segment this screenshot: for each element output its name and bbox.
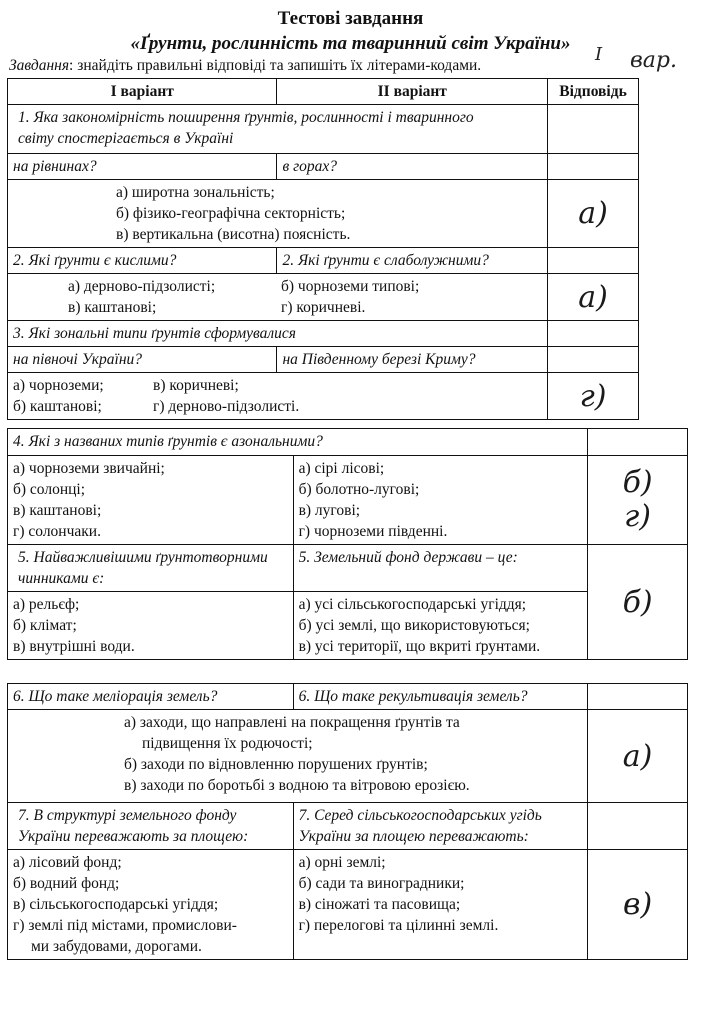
- question-3-v1: на півночі України?: [8, 347, 277, 373]
- question-3-common-row: [8, 321, 639, 347]
- option: а) чорноземи звичайні;: [13, 460, 165, 477]
- question-6-v2: 6. Що таке рекультивація земель?: [293, 684, 588, 710]
- option: г) чорноземи південні.: [298, 523, 448, 540]
- question-3-options-row: [8, 373, 639, 420]
- option: б) болотно-лугові;: [298, 481, 420, 498]
- question-5-v2: 5. Земельний фонд держави – це:: [293, 545, 588, 592]
- option: а) широтна зональність;: [116, 184, 275, 201]
- question-7-v1: 7. В структурі земельного фонду України переважають за площею:: [8, 803, 294, 850]
- option: б) сади та виноградники;: [298, 875, 465, 892]
- option: а) лісовий фонд;: [13, 854, 122, 871]
- answer-line: г): [624, 499, 651, 534]
- option: в) сільськогосподарські угіддя;: [13, 896, 219, 913]
- question-7-v2-options: [293, 850, 588, 960]
- handwritten-variant-number: I: [595, 44, 603, 65]
- task-text: : знайдіть правильні відповіді та запишіть їх літерами-кодами.: [69, 57, 482, 74]
- test-table-part2: [7, 428, 688, 660]
- question-1-variant-row: [8, 154, 639, 180]
- option: б) заходи по відновленню порушених ґрунтів;: [124, 756, 428, 773]
- question-2-v1: 2. Які ґрунти є кислими?: [8, 248, 277, 274]
- task-label: Завдання: [9, 57, 70, 74]
- option: в) внутрішні води.: [13, 638, 135, 655]
- option: в) коричневі;: [153, 377, 239, 394]
- question-4-common-row: [8, 429, 688, 456]
- option: в) лугові;: [298, 502, 361, 519]
- question-1-text: 1. Яка закономірність поширення ґрунтів, рослинності і тваринного світу спостерігається в Україні: [18, 109, 474, 147]
- question-6-answer: а): [588, 710, 688, 803]
- question-6-options-row: [8, 710, 688, 803]
- question-3-v2: на Південному березі Криму?: [277, 347, 548, 373]
- question-1-options-row: [8, 180, 639, 248]
- option: а) сірі лісові;: [298, 460, 385, 477]
- option: б) фізико-географічна секторність;: [116, 205, 346, 222]
- question-2-options-row: [8, 274, 639, 321]
- question-1-v1: на рівнинах?: [8, 154, 277, 180]
- question-5-answer: б): [588, 545, 688, 660]
- option: в) сіножаті та пасовища;: [298, 896, 461, 913]
- option: г) перелогові та цілинні землі.: [298, 917, 499, 934]
- option: а) усі сільськогосподарські угіддя;: [298, 596, 527, 613]
- page-title: Тестові завдання: [277, 8, 424, 29]
- question-7-v1-options: [8, 850, 294, 960]
- option: б) усі землі, що використовуються;: [298, 617, 530, 634]
- option: б) клімат;: [13, 617, 77, 634]
- question-2-answer: а): [548, 274, 639, 321]
- header-variant-1: I варіант: [8, 79, 277, 105]
- option: а) заходи, що направлені на покращення ґрунтів та: [124, 714, 460, 731]
- question-1-answer: а): [548, 180, 639, 248]
- option: в) каштанові;: [68, 299, 157, 316]
- question-6-row: [8, 684, 688, 710]
- question-3-text: 3. Які зональні типи ґрунтів сформувалися: [8, 321, 548, 347]
- question-5-options-row: [8, 592, 688, 660]
- question-4-v1-options: [8, 456, 294, 545]
- option: г) землі під містами, промислови-: [13, 917, 237, 934]
- task-instruction: [9, 57, 481, 75]
- answer-line: б): [622, 465, 653, 500]
- question-6-v1: 6. Що таке меліорація земель?: [8, 684, 294, 710]
- question-1-answer-blank: [548, 105, 639, 154]
- option: в) каштанові;: [13, 502, 102, 519]
- option: в) усі території, що вкриті ґрунтами.: [298, 638, 541, 655]
- page-subtitle: «Ґрунти, рослинність та тваринний світ України»: [130, 33, 571, 54]
- option: б) каштанові;: [13, 398, 102, 415]
- question-4-answer: [588, 456, 688, 545]
- question-7-answer: в): [588, 850, 688, 960]
- question-7-v2: 7. Серед сільськогосподарських угідь України за площею переважають:: [293, 803, 588, 850]
- header-answer: Відповідь: [548, 79, 639, 105]
- option: г) коричневі.: [281, 299, 366, 316]
- question-4-v2-options: [293, 456, 588, 545]
- question-1-common-row: [8, 105, 639, 154]
- question-5-v1: 5. Найважливішими ґрунтотворними чинниками є:: [8, 545, 294, 592]
- option: а) дерново-підзолисті;: [68, 278, 216, 295]
- option-continuation: ми забудовами, дорогами.: [31, 938, 202, 955]
- question-5-row: [8, 545, 688, 592]
- option: а) рельєф;: [13, 596, 80, 613]
- option: б) чорноземи типові;: [281, 278, 420, 295]
- question-1-v2: в горах?: [277, 154, 548, 180]
- option: б) водний фонд;: [13, 875, 120, 892]
- question-4-text: 4. Які з названих типів ґрунтів є азональними?: [8, 429, 588, 456]
- option: а) чорноземи;: [13, 377, 104, 394]
- test-table-part3: [7, 683, 688, 960]
- option: г) солончаки.: [13, 523, 101, 540]
- table-header-row: [8, 79, 639, 105]
- handwritten-variant-word: вар.: [630, 48, 677, 73]
- option-continuation: підвищення їх родючості;: [142, 735, 313, 752]
- question-3-variant-row: [8, 347, 639, 373]
- option: г) дерново-підзолисті.: [153, 398, 300, 415]
- question-2-v2: 2. Які ґрунти є слаболужними?: [277, 248, 548, 274]
- option: в) заходи по боротьбі з водною та вітровою ерозією.: [124, 777, 470, 794]
- question-2-row: [8, 248, 639, 274]
- option: в) вертикальна (висотна) поясність.: [116, 226, 351, 243]
- question-5-v2-options: [293, 592, 588, 660]
- question-3-answer: г): [548, 373, 639, 420]
- question-5-v1-options: [8, 592, 294, 660]
- option: б) солонці;: [13, 481, 86, 498]
- question-7-options-row: [8, 850, 688, 960]
- question-4-options-row: [8, 456, 688, 545]
- question-7-row: [8, 803, 688, 850]
- option: а) орні землі;: [298, 854, 386, 871]
- header-variant-2: II варіант: [277, 79, 548, 105]
- test-table-part1: [7, 78, 639, 420]
